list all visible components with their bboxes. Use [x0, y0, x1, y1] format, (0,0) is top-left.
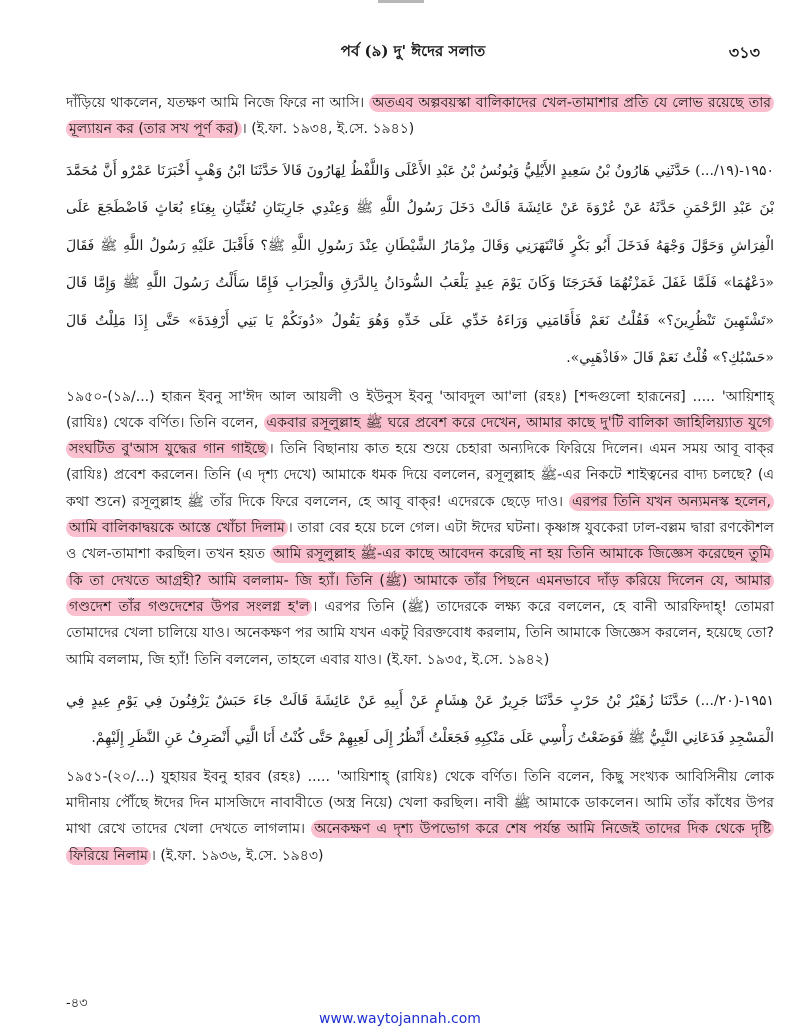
text-segment: । তারা বের হয়ে চলে গেল। এটা ঈদের ঘটনা। কৃষ্ণাঙ্গ যুবকেরা ঢাল-বল্লম দ্বারা রণকৌশল ও খেল-তামাশা করছিল। তখন হয়ত	[66, 520, 774, 563]
footer-page-marker: -৪৩	[66, 996, 88, 1011]
highlighted-text: এরপর তিনি যখন অন্যমনস্ক হলেন, আমি বালিকাদ্বয়কে আস্তে খোঁচা দিলাম	[66, 493, 774, 537]
top-edge-rule	[378, 0, 424, 3]
page-number: ৩১৩	[728, 43, 760, 62]
highlighted-text: আমি রসূলুল্লাহ ﷺ-এর কাছে আবেদন করেছি না হয় তিনি আমাকে জিজ্ঞেস করেছেন তুমি কি তা দেখতে আগ্রহী? আমি বললাম- জি হ্যাঁ। তিনি (ﷺ) আমাকে তাঁর পিছনে এমনভাবে দাঁড় করিয়ে দিলেন যে, আমার গণ্ডদেশ তাঁর গণ্ডদেশের উপর সংলগ্ন হ'ল	[66, 545, 774, 616]
page-content	[66, 90, 774, 869]
highlighted-text: একবার রসূলুল্লাহ ﷺ ঘরে প্রবেশ করে দেখেন, আমার কাছে দু'টি বালিকা জাহিলিয়্যাত যুগে সংঘটিত বু'আস যুদ্ধের গান গাইছে	[66, 414, 774, 458]
text-segment: । তিনি বিছানায় কাত হয়ে শুয়ে চেহারা অন্যদিকে ফিরিয়ে দিলেন। এমন সময় আবূ বাক্‌র (রাযিঃ) প্রবেশ করলেন। তিনি (এ দৃশ্য দেখে) আমাকে ধমক দিয়ে বললেন, রসূলুল্লাহ ﷺ-এর নিকটে শাইত্বনের বাদ্য চলছে? (এ কথা শুনে) রসূলুল্লাহ ﷺ তাঁর দিকে ফিরে বললেন, হে আবূ বাক্‌র! এদেরকে ছেড়ে দাও।	[66, 441, 774, 510]
page-header	[66, 40, 760, 64]
continuation-paragraph	[66, 90, 774, 143]
text-segment: । এরপর তিনি (ﷺ) তাদেরকে লক্ষ্য করে বললেন, হে বানী আরফিদাহ্! তোমরা তোমাদের খেলা চালিয়ে যাও। অনেকক্ষণ পর আমি যখন একটু বিরক্তবোধ করলাম, তিনি আমাকে জিজ্ঞেস করলেন, হয়েছে তো? আমি বললাম, জি হ্যাঁ! তিনি বললেন, তাহলে এবার যাও। (ই.ফা. ১৯৩৫, ই.সে. ১৯৪২)	[66, 598, 775, 668]
bengali-hadith-1951	[66, 764, 774, 869]
reference: । (ই.ফা. ১৯৩৪, ই.সে. ১৯৪১)	[241, 121, 415, 138]
highlighted-text: অনেকক্ষণ এ দৃশ্য উপভোগ করে শেষ পর্যন্ত আমি নিজেই তাদের দিক থেকে দৃষ্টি ফিরিয়ে নিলাম	[66, 820, 774, 864]
text-segment: ১৯৫০-(১৯/...) হারূন ইবনু সা'ঈদ আল আয়লী ও ইউনুস ইবনু 'আবদুল আ'লা (রহঃ) [শব্দগুলো হারূনের] ..... 'আয়িশাহ্ (রাযিঃ) থেকে বর্ণিত। তিনি বলেন,	[66, 388, 774, 431]
website-link[interactable]: www.waytojannah.com	[319, 1011, 481, 1027]
arabic-hadith-1950: ۱۹۵۰-(۱۹/...) حَدَّثَنِي هَارُونُ بْنُ سَعِيدٍ الأَيْلِيُّ وَيُونُسُ بْنُ عَبْدِ الأَعْلَى وَاللَّفْظُ لِهَارُونَ قَالاَ حَدَّثَنَا ابْنُ وَهْبٍ أَخْبَرَنَا عَمْرٌو أَنَّ مُحَمَّدَ بْنَ عَبْدِ الرَّحْمَنِ حَدَّثَهُ عَنْ عُرْوَةَ عَنْ عَائِشَةَ قَالَتْ دَخَلَ رَسُولُ اللَّهِ ﷺ وَعِنْدِي جَارِيَتَانِ تُغَنِّيَانِ بِغِنَاءِ بُعَاثٍ فَاضْطَجَعَ عَلَى الْفِرَاشِ وَحَوَّلَ وَجْهَهُ فَدَخَلَ أَبُو بَكْرٍ فَانْتَهَرَنِي وَقَالَ مِزْمَارُ الشَّيْطَانِ عِنْدَ رَسُولِ اللَّهِ ﷺ؟ فَأَقْبَلَ عَلَيْهِ رَسُولُ اللَّهِ ﷺ فَقَالَ «دَعْهُمَا» فَلَمَّا غَفَلَ غَمَزْتُهُمَا فَخَرَجَتَا وَكَانَ يَوْمَ عِيدٍ يَلْعَبُ السُّودَانُ بِالدَّرَقِ وَالْحِرَابِ فَإِمَّا سَأَلْتُ رَسُولَ اللَّهِ ﷺ وَإِمَّا قَالَ «تَشْتَهِينَ تَنْظُرِينَ؟» فَقُلْتُ نَعَمْ فَأَقَامَنِي وَرَاءَهُ خَدِّي عَلَى خَدِّهِ وَهُوَ يَقُولُ «دُونَكُمْ يَا بَنِي أَرْفِدَةَ» حَتَّى إِذَا مَلِلْتُ قَالَ «حَسْبُكِ؟» قُلْتُ نَعَمْ قَالَ «فَاذْهَبِي».	[66, 162, 774, 367]
bengali-hadith-1950	[66, 384, 774, 673]
reference: । (ই.ফা. ১৯৩৬, ই.সে. ১৯৪৩)	[150, 847, 324, 864]
chapter-title: পর্ব (৯) দু' ঈদের সলাত	[340, 42, 486, 60]
highlighted-text: অতএব অল্পবয়স্কা বালিকাদের খেল-তামাশার প্রতি যে লোভ রয়েছে তার মূল্যায়ন কর (তার সখ পূর্ণ কর)	[66, 94, 774, 138]
text-segment: ১৯৫১-(২০/...) যুহায়র ইবনু হারব (রহঃ) ..... 'আয়িশাহ্ (রাযিঃ) থেকে বর্ণিত। তিনি বলেন, কিছু সংখ্যক আবিসিনীয় লোক মাদীনায় পৌঁছে ঈদের দিন মাসজিদে নাবাবীতে (অস্ত্র নিয়ে) খেলা করছিল। নাবী ﷺ আমাকে ডাকলেন। আমি তাঁর কাঁধের উপর মাথা রেখে তাদের খেলা দেখতে লাগলাম।	[66, 768, 774, 838]
arabic-hadith-1951: ۱۹۵۱-(۲۰/...) حَدَّثَنَا زُهَيْرُ بْنُ حَرْبٍ حَدَّثَنَا جَرِيرٌ عَنْ هِشَامٍ عَنْ أَبِيهِ عَنْ عَائِشَةَ قَالَتْ جَاءَ حَبَشٌ يَزْفِنُونَ فِي يَوْمِ عِيدٍ فِي الْمَسْجِدِ فَدَعَانِي النَّبِيُّ ﷺ فَوَضَعْتُ رَأْسِي عَلَى مَنْكِبِهِ فَجَعَلْتُ أَنْظُرُ إِلَى لَعِبِهِمْ حَتَّى كُنْتُ أَنَا الَّتِي أَنْصَرِفُ عَنِ النَّظَرِ إِلَيْهِمْ.	[66, 692, 774, 747]
text-segment: দাঁড়িয়ে থাকলেন, যতক্ষণ আমি নিজে ফিরে না আসি।	[66, 95, 370, 111]
